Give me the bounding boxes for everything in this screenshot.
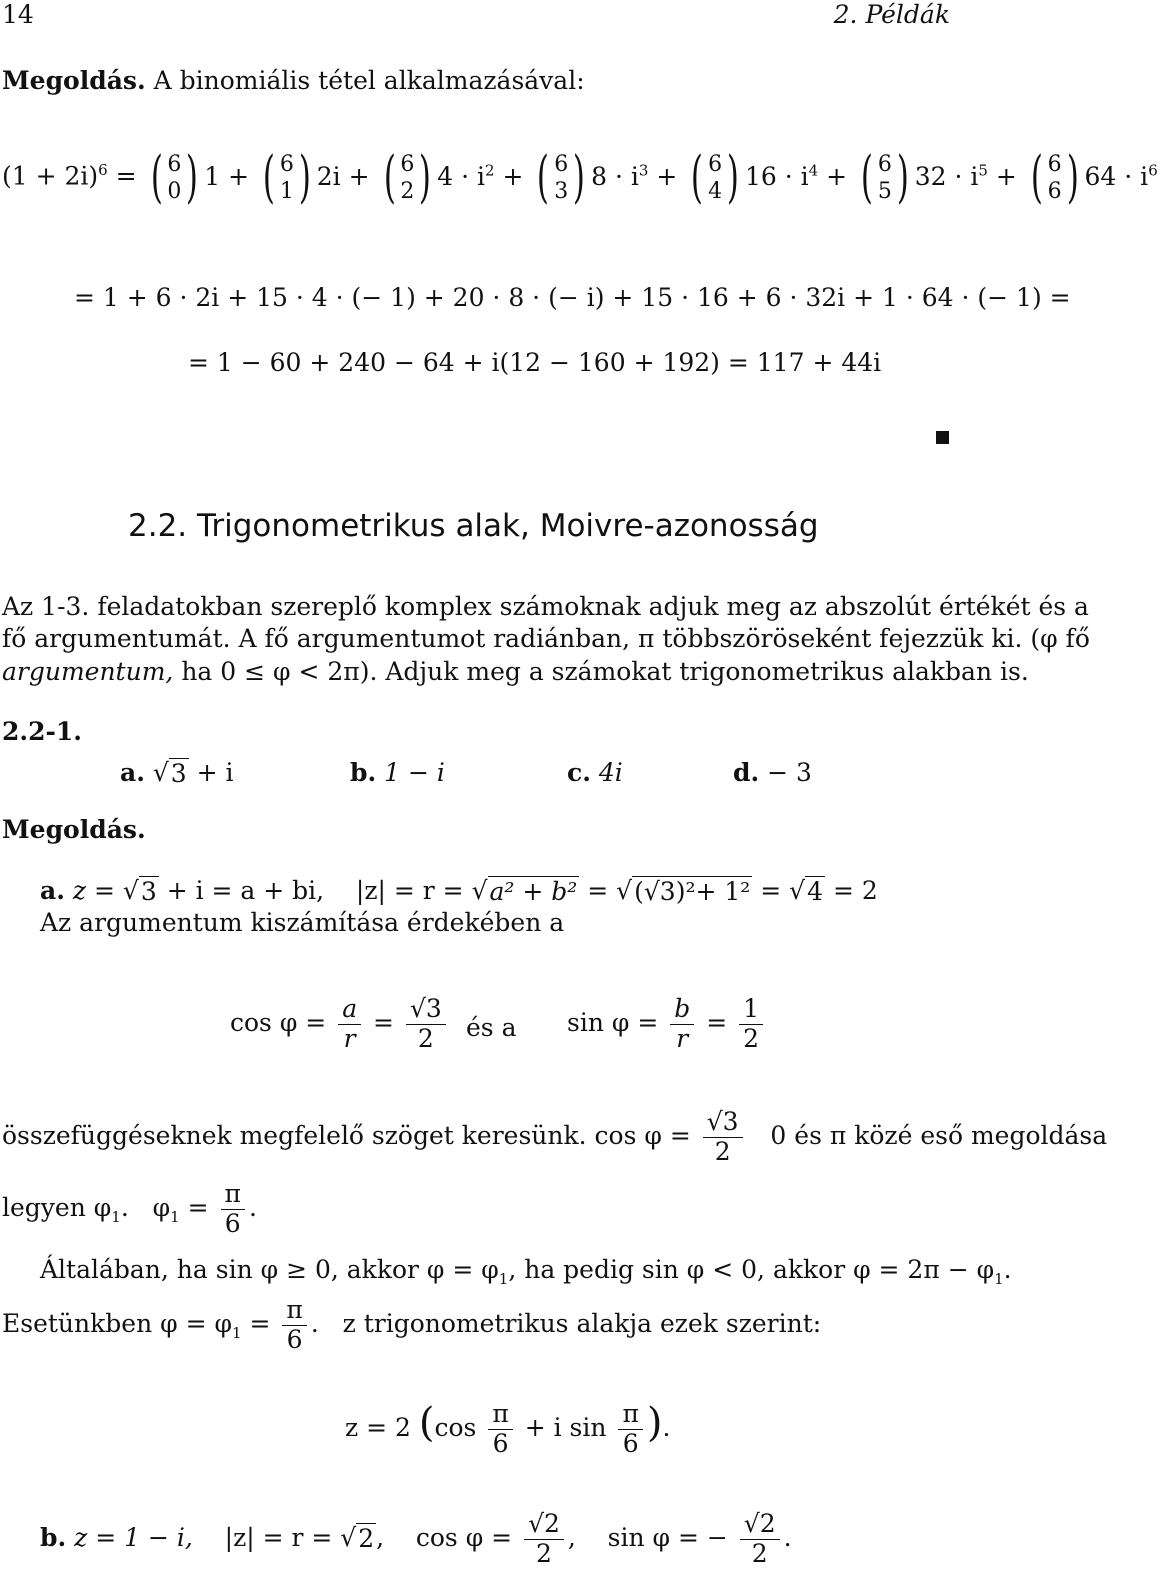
part-a-sol-label: a. bbox=[40, 876, 65, 905]
part-b-label: b. bbox=[350, 758, 377, 787]
binomial-lhs: (1 + 2i) bbox=[2, 161, 99, 191]
search-line bbox=[2, 1108, 1107, 1167]
intro-line-2: fő argumentumát. A fő argumentumot radiánban, π többszöröseként fejezzük ki. (φ fő bbox=[2, 624, 1090, 653]
binomial-term-factor: 1 + bbox=[204, 161, 250, 191]
binomial-coefficient: ( 6 5 ) bbox=[860, 145, 909, 210]
solution-label: Megoldás. bbox=[2, 66, 146, 95]
lhs-exponent: 6 bbox=[98, 161, 108, 180]
frac-a-r: $\frac{a}{r}$ bbox=[338, 995, 361, 1054]
cos-lhs: cos φ = bbox=[230, 1007, 327, 1037]
final-z: z = 2 bbox=[345, 1413, 411, 1442]
case-sub: 1 bbox=[231, 1323, 242, 1342]
part-b-expr: 1 − i bbox=[384, 758, 445, 787]
search-tail: 0 és π közé eső megoldása bbox=[770, 1120, 1108, 1150]
binomial-term-factor: 16 · i bbox=[744, 161, 809, 191]
term-exponent: 6 bbox=[1148, 161, 1158, 180]
search-text: összefüggéseknek megfelelő szöget keresünk. cos φ = bbox=[2, 1120, 691, 1150]
final-end: . bbox=[662, 1413, 671, 1442]
case-tail: z trigonometrikus alakja ezek szerint: bbox=[342, 1308, 822, 1338]
legyen-line: legyen $\varphi_1$. $\varphi_1$ = $\frac{\pi}{6}$ . bbox=[2, 1179, 257, 1238]
term-exponent: 2 bbox=[484, 161, 495, 180]
part-b-z: z = 1 − i, bbox=[74, 1522, 193, 1552]
binomial-coefficient: ( 6 0 ) bbox=[150, 145, 199, 210]
frac-pi-6-final-2: $\frac{\pi}{6}$ bbox=[618, 1400, 642, 1459]
phi1: φ bbox=[152, 1192, 171, 1222]
binomial-term-factor: 2i + bbox=[316, 161, 370, 191]
expansion-line-3: = 1 − 60 + 240 − 64 + i(12 − 160 + 192) = 117 + 44i bbox=[188, 348, 882, 377]
part-a-expr: + i bbox=[188, 758, 234, 787]
page-number: 14 bbox=[2, 0, 34, 29]
solution-intro bbox=[2, 66, 585, 95]
eq-sign: = bbox=[587, 876, 609, 905]
part-b-abs: |z| = r = bbox=[224, 1522, 333, 1552]
abs-z: |z| = r = bbox=[355, 876, 464, 905]
intro-rest: ha 0 ≤ φ < 2π). Adjuk meg a számokat trigonometrikus alakban is. bbox=[181, 657, 1029, 686]
part-c-label: c. bbox=[567, 758, 591, 787]
sqrt-2: √ 2 bbox=[340, 1522, 375, 1553]
sin-eq: = bbox=[706, 1007, 728, 1037]
intro-line-1: Az 1-3. feladatokban szereplő komplex számoknak adjuk meg az abszolút értékét és a bbox=[2, 592, 1089, 621]
section-heading: 2.2. Trigonometrikus alak, Moivre-azonosság bbox=[128, 508, 819, 544]
sqrt-3: √ 3 bbox=[122, 876, 157, 906]
cos-eq: = bbox=[373, 1007, 394, 1037]
frac-pi-6-case: $\frac{\pi}{6}$ bbox=[282, 1296, 306, 1355]
part-d-expr: − 3 bbox=[767, 758, 812, 787]
part-d-label: d. bbox=[733, 758, 760, 787]
legyen-text: legyen φ bbox=[2, 1192, 112, 1222]
part-b-sin: sin φ = − bbox=[607, 1522, 728, 1552]
final-form: z = 2 (cos $\frac{\pi}{6}$ + i sin $\frac{\pi}{6}$ ). bbox=[345, 1399, 671, 1458]
binomial-term-factor: 4 · i bbox=[437, 161, 485, 191]
general-line: Általában, ha sin φ ≥ 0, akkor $\varphi = \varphi_1$, ha pedig sin φ < 0, akkor $\varphi = 2\pi - \varphi_1$. bbox=[40, 1255, 1012, 1288]
part-b-line: b. z = 1 − i, |z| = r = √ 2 , cos φ = $\frac{√2}{2}$ , sin φ = − $\frac{√2}{2}$ . bbox=[40, 1509, 792, 1568]
problem-part-b bbox=[350, 758, 445, 787]
general-mid: , ha pedig sin φ < 0, akkor φ = 2π − φ bbox=[508, 1255, 995, 1284]
sin-equation bbox=[567, 995, 767, 1054]
solution-intro-text: A binomiális tétel alkalmazásával: bbox=[153, 66, 585, 95]
case-eq: = bbox=[249, 1308, 271, 1338]
intro-line-3 bbox=[2, 657, 1029, 686]
term-exponent: 4 bbox=[808, 161, 819, 180]
frac-sqrt2-2-sin: $\frac{√2}{2}$ bbox=[740, 1510, 780, 1569]
binomial-coefficient: ( 6 6 ) bbox=[1030, 145, 1079, 210]
term-exponent: 5 bbox=[978, 161, 988, 180]
sqrt-outer: √ (√3)²+ 1² bbox=[616, 876, 751, 906]
z-algebraic: + i = a + bi, bbox=[166, 876, 325, 905]
chapter-title: 2. Példák bbox=[833, 0, 950, 29]
frac-1-2: $\frac{1}{2}$ bbox=[739, 995, 763, 1054]
sqrt-ab: √ a² + b² bbox=[471, 876, 578, 906]
problem-part-a bbox=[120, 758, 234, 788]
part-b-cos: cos φ = bbox=[415, 1522, 513, 1552]
frac-sqrt3-2: $\frac{√3}{2}$ bbox=[406, 995, 446, 1054]
general-sub2: 1 bbox=[994, 1270, 1004, 1288]
general-text: Általában, ha sin φ ≥ 0, akkor φ = φ bbox=[40, 1255, 499, 1284]
part-b-sol-label: b. bbox=[40, 1522, 67, 1552]
term-tail: + bbox=[987, 161, 1017, 191]
sin-lhs: sin φ = bbox=[567, 1007, 659, 1037]
binomial-expansion: $(1 + 2i)^6$ = ( 6 0 ) 1 + ( 6 1 ) 2i + ( 6 2 ) $4 \cdot i^2$ + ( 6 3 ) $8 \cdot i^3$ + ( 6 4 ) $16 \cdot i^4$ + ( 6 5 ) $32 \cdot i^5$ + ( 6 6 ) $64 \cdot i^6$ bbox=[2, 145, 1158, 210]
problem-part-d bbox=[733, 758, 812, 787]
frac-cos-val: $\frac{√3}{2}$ bbox=[703, 1108, 743, 1167]
term-tail: + bbox=[818, 161, 848, 191]
part-a-label: a. bbox=[120, 758, 145, 787]
problem-number: 2.2-1. bbox=[2, 717, 82, 746]
binomial-term-factor: 8 · i bbox=[591, 161, 639, 191]
problem-part-c bbox=[567, 758, 623, 787]
part-a-line-2: Az argumentum kiszámítása érdekében a bbox=[40, 908, 565, 937]
frac-sqrt2-2-cos: $\frac{√2}{2}$ bbox=[524, 1510, 564, 1569]
frac-b-r: $\frac{b}{r}$ bbox=[670, 995, 694, 1054]
sqrt-4: √ 4 bbox=[789, 876, 823, 906]
part-a-line-1: a. z = √ 3 + i = a + bi, |z| = r = √ a² + b² = √ (√3)²+ 1² = √ 4 = 2 bbox=[40, 876, 878, 906]
binomial-coefficient: ( 6 1 ) bbox=[262, 145, 311, 210]
sqrt-symbol: √ 3 bbox=[152, 758, 187, 788]
binomial-term-factor: 64 · i bbox=[1084, 161, 1149, 191]
phi1-eq: = bbox=[187, 1192, 209, 1222]
phi1-sub: 1 bbox=[170, 1207, 180, 1226]
case-line: Esetünkben $\varphi = \varphi_1$ = $\frac{\pi}{6}$ . z trigonometrikus alakja ezek szerint: bbox=[2, 1295, 822, 1354]
expansion-line-2: = 1 + 6 · 2i + 15 · 4 · (− 1) + 20 · 8 · (− i) + 15 · 16 + 6 · 32i + 1 · 64 · (− 1) = bbox=[74, 283, 1071, 312]
problem-solution-label: Megoldás. bbox=[2, 815, 146, 844]
binomial-term-factor: 32 · i bbox=[914, 161, 979, 191]
and-text: és a bbox=[466, 1013, 517, 1042]
frac-pi-6-final-1: $\frac{\pi}{6}$ bbox=[488, 1400, 512, 1459]
frac-pi-6: $\frac{\pi}{6}$ bbox=[221, 1180, 245, 1239]
general-sub: 1 bbox=[498, 1270, 509, 1288]
binomial-coefficient: ( 6 4 ) bbox=[691, 145, 740, 210]
legyen-sub: 1 bbox=[111, 1207, 121, 1226]
final-cos: cos bbox=[434, 1413, 477, 1442]
z-eq: z = bbox=[72, 876, 115, 905]
cos-equation bbox=[230, 995, 450, 1054]
part-c-expr: 4i bbox=[598, 758, 623, 787]
binomial-coefficient: ( 6 3 ) bbox=[537, 145, 586, 210]
case-text: Esetünkben φ = φ bbox=[2, 1308, 232, 1338]
binomial-coefficient: ( 6 2 ) bbox=[383, 145, 432, 210]
term-exponent: 3 bbox=[638, 161, 649, 180]
term-tail: + bbox=[494, 161, 524, 191]
term-tail: + bbox=[648, 161, 678, 191]
qed-square bbox=[936, 431, 949, 444]
abs-result: = 2 bbox=[832, 876, 878, 905]
final-plus: + i sin bbox=[524, 1413, 607, 1442]
intro-italic: argumentum, bbox=[2, 657, 174, 686]
